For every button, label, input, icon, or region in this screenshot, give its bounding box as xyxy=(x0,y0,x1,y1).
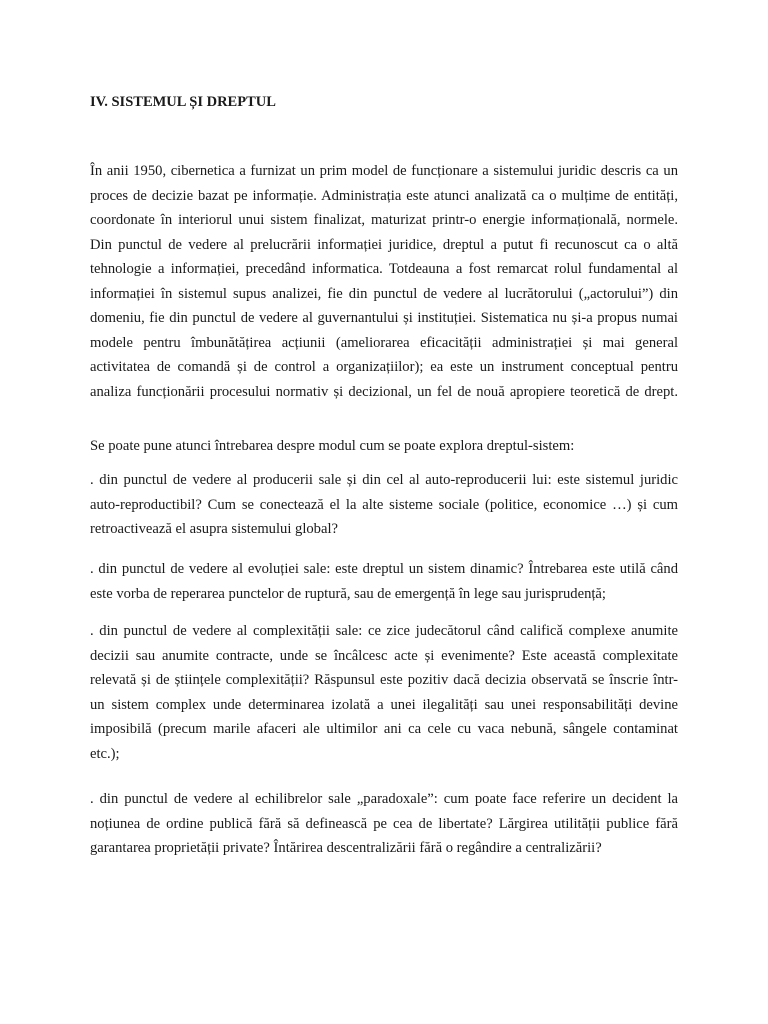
text-line: relevată și de științele complexității? Răspunsul este pozitiv dacă decizia observată se înscrie într- xyxy=(90,672,678,688)
text-line: este vorba de reperarea punctelor de ruptură, sau de emergență în lege sau jurisprudență; xyxy=(90,585,606,602)
section-heading: IV. SISTEMUL ȘI DREPTUL xyxy=(90,94,276,110)
text-line: În anii 1950, cibernetica a furnizat un prim model de funcționare a sistemului juridic descris ca un xyxy=(90,163,678,179)
text-line: imposibilă (precum marile afaceri ale ultimilor ani ca cele cu vaca nebună, sângele contaminat xyxy=(90,721,678,737)
text-line: . din punctul de vedere al complexității sale: ce zice judecătorul când calificǎ complexe anumite xyxy=(90,623,678,639)
text-line: . din punctul de vedere al evoluției sale: este dreptul un sistem dinamic? Întrebarea este utilă când xyxy=(90,561,678,577)
paragraph-complexity xyxy=(90,619,678,766)
text-line: auto-reproductibil? Cum se conectează el la alte sisteme sociale (politice, economice …) și cum xyxy=(90,496,678,513)
text-line: . din punctul de vedere al producerii sale și din cel al auto-reproducerii lui: este sistemul juridic xyxy=(90,472,678,488)
text-line: tehnologie a informației, precedând informatica. Totdeauna a fost remarcat rolul fundamental al xyxy=(90,261,678,277)
paragraph-question xyxy=(90,434,678,459)
paragraph-equilibrium xyxy=(90,787,678,861)
text-line: activitatea de comandă și de control a organizațiilor); ea este un instrument conceptual pentru xyxy=(90,359,678,375)
text-line: etc.); xyxy=(90,745,120,762)
text-line: analiza funcționării procesului normativ și decizional, un fel de nouă apropiere teoretică de drept. xyxy=(90,383,678,400)
text-line: Din punctul de vedere al prelucrării informației juridice, dreptul a putut fi recunoscut ca o altă xyxy=(90,236,678,253)
text-line: domeniu, fie din punctul de vedere al guvernantului și instituției. Sistematica nu și-a propus numai xyxy=(90,310,678,326)
text-line: informației în sistemul supus analizei, fie din punctul de vedere al lucrătorului („actorului”) din xyxy=(90,285,678,302)
text-line: modele pentru îmbunătățirea acțiunii (ameliorarea eficacității administrației și mai general xyxy=(90,334,678,351)
text-line: noțiunea de ordine publică fără să definească pe cea de libertate? Lărgirea utilității publice fără xyxy=(90,815,678,832)
text-line: Se poate pune atunci întrebarea despre modul cum se poate explora dreptul-sistem: xyxy=(90,438,575,454)
text-line: garantarea proprietății private? Întărirea descentralizării fără o regândire a centralizării? xyxy=(90,840,602,856)
paragraph-production xyxy=(90,468,678,542)
text-line: . din punctul de vedere al echilibrelor sale „paradoxale”: cum poate face referire un decident la xyxy=(90,791,678,807)
text-line: proces de decizie bazat pe informație. Administrația este atunci analizată ca o mulțime de entități, xyxy=(90,187,678,204)
text-line: decizii sau anumite contracte, unde se încâlcesc acte și evenimente? Este această complexitate xyxy=(90,647,678,664)
text-line: un sistem complex unde determinarea izolată a unei ilegalități sau unei responsabilități devine xyxy=(90,696,678,713)
paragraph-evolution xyxy=(90,557,678,606)
text-line: retroactivează el asupra sistemului global? xyxy=(90,521,338,537)
paragraph-intro xyxy=(90,159,678,404)
text-line: coordonate în interiorul unui sistem finalizat, maturizat printr-o energie informațională, normele. xyxy=(90,212,678,228)
